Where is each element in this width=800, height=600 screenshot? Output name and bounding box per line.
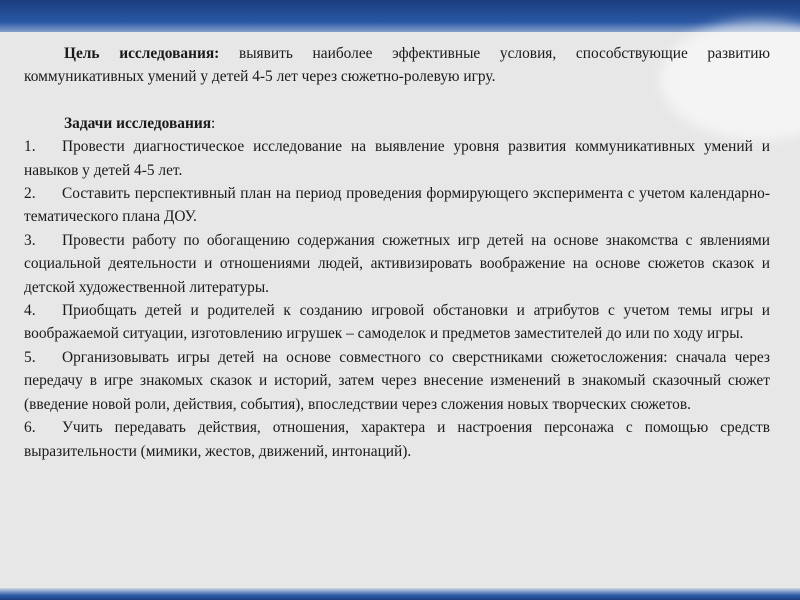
tasks-heading-label: Задачи исследования <box>64 114 212 132</box>
bottom-decor-band <box>0 588 800 600</box>
research-goal <box>24 42 770 89</box>
task-item-4 <box>24 299 770 346</box>
task-number: 1. <box>24 138 36 156</box>
task-number: 6. <box>24 419 36 437</box>
task-number: 5. <box>24 348 36 366</box>
tasks-heading <box>24 112 770 135</box>
slide-content <box>24 42 770 463</box>
goal-label: Цель исследования: <box>64 45 220 62</box>
task-item-1 <box>24 135 770 182</box>
task-item-6 <box>24 416 770 463</box>
task-number: 3. <box>24 231 36 249</box>
tasks-heading-colon: : <box>211 114 216 132</box>
task-text: Приобщать детей и родителей к созданию игровой обстановки и атрибутов с учетом темы игры и воображаемой ситуации, изготовлению игрушек – самоделок и предметов заместителей до или по ходу игры. <box>24 302 770 343</box>
task-text: Составить перспективный план на период проведения формирующего эксперимента с учетом календарно-тематического плана ДОУ. <box>24 185 770 226</box>
task-number: 2. <box>24 185 36 203</box>
task-number: 4. <box>24 302 36 320</box>
task-text: Организовывать игры детей на основе совместного со сверстниками сюжетосложения: сначала через передачу в игре знакомых сказок и историй, затем через внесение изменений в знакомый сказочный сюжет (введение новой роли, действия, события), впоследствии через сложения новых творческих сюжетов. <box>24 348 770 413</box>
task-text: Провести диагностическое исследование на выявление уровня развития коммуникативных умений и навыков у детей 4-5 лет. <box>24 138 770 179</box>
task-item-3 <box>24 229 770 299</box>
task-text: Учить передавать действия, отношения, характера и настроения персонажа с помощью средств выразительности (мимики, жестов, движений, интонаций). <box>24 419 770 460</box>
goal-text: выявить наиболее эффективные условия, способствующие развитию коммуникативных умений у детей 4-5 лет через сюжетно-ролевую игру. <box>24 45 770 86</box>
task-text: Провести работу по обогащению содержания сюжетных игр детей на основе знакомства с явлениями социальной деятельности и отношениями людей, активизировать воображение на основе сюжетов сказок и детской художественной литературы. <box>24 231 770 296</box>
task-item-2 <box>24 182 770 229</box>
task-item-5 <box>24 346 770 416</box>
